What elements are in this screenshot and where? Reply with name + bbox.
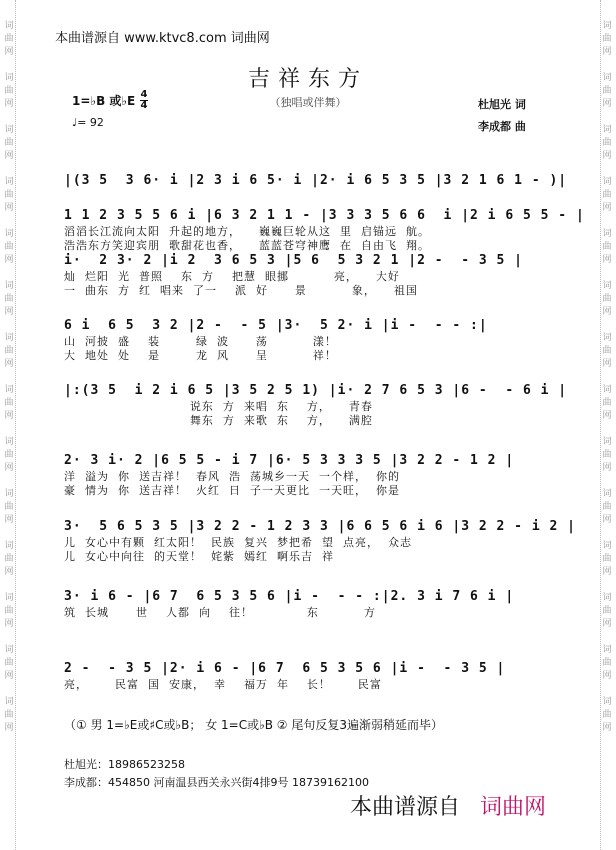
tempo-marking: ♩= 92: [72, 116, 104, 129]
lyric-line: 亮， 民富 国 安康， 幸 福万 年 长！ 民富: [64, 678, 382, 691]
right-watermark-column: 词 曲 网 词 曲 网 词 曲 网 词 曲 网 词 曲 网 词 曲 网 词 曲 网 词 曲 网 词 曲 网 词 曲 网 词 曲 网 词 曲 网 词 曲 网 词 曲 网: [602, 21, 612, 733]
lyric-line: 豪 情为 你 送吉祥！ 火红 日 子一天更比 一天旺， 你是: [64, 484, 400, 497]
score-system: [64, 207, 585, 253]
notation-line: 6 i 6 5 3 2 |2 - - 5 |3· 5 2· i |i - - - :|: [64, 318, 488, 333]
lyric-line: 一 曲东 方 红 唱来 了一 派 好 景 象， 祖国: [64, 284, 418, 297]
composer-contact: 李成都：454850 河南温县西关永兴街4排9号 18739162100: [64, 776, 369, 789]
key-signature: 1=♭B 或♭E: [72, 94, 136, 108]
footnote: （① 男 1=♭E或♯C或♭B； 女 1=C或♭B ② 尾句反复3遍渐弱稍延而毕）: [64, 718, 444, 732]
lyric-line: 说东 方 来唱 东 方， 青春: [64, 400, 373, 413]
brand-text: 本曲谱源自: [350, 795, 461, 820]
brand-site-name: 词曲网: [480, 795, 547, 820]
notation-line: |:(3 5 i 2 i 6 5 |3 5 2 5 1) |i· 2 7 6 5 3 |6 - - 6 i |: [64, 383, 568, 398]
brand-footer: [350, 790, 546, 821]
left-watermark-column: 词 曲 网 词 曲 网 词 曲 网 词 曲 网 词 曲 网 词 曲 网 词 曲 网 词 曲 网 词 曲 网 词 曲 网 词 曲 网 词 曲 网 词 曲 网 词 曲 网: [4, 21, 14, 733]
lyric-line: 滔滔长江流向太阳 升起的地方， 巍巍巨轮从这 里 启锚远 航。: [64, 225, 430, 238]
song-subtitle: （独唱或伴舞）: [269, 96, 347, 109]
score-system: [64, 518, 576, 564]
score-system: [64, 172, 568, 190]
lyric-line: 灿 烂阳 光 普照 东 方 把慧 眼挪 亮， 大好: [64, 270, 400, 283]
lyric-line: 舞东 方 来歌 东 方， 满腔: [64, 414, 373, 427]
lyric-line: 浩浩东方笑迎宾朋 歌甜花也香， 蓝蓝苍穹神鹰 在 自由飞 翔。: [64, 239, 430, 252]
lyric-line: 筑 长城 世 人都 向 往！ 东 方: [64, 606, 376, 619]
time-signature: [140, 90, 148, 111]
lyric-line: 大 地处 处 是 龙 风 呈 祥！: [64, 349, 337, 362]
lyricist-contact: 杜旭光：18986523258: [64, 758, 185, 771]
score-system: [64, 317, 554, 363]
score-system: [64, 588, 554, 620]
notation-line: |(3 5 3 6· i |2 3 i 6 5· i |2· i 6 5 3 5 |3 2 1 6 1 - )|: [64, 173, 568, 188]
lyric-line: 洋 溢为 你 送吉祥！ 春风 浩 荡城乡一天 一个样， 你的: [64, 470, 400, 483]
score-system: [64, 660, 554, 692]
composer-credit: 李成都 曲: [478, 120, 526, 133]
score-system: [64, 382, 568, 428]
score-system: [64, 452, 554, 498]
time-signature-top: 4: [140, 89, 148, 100]
lyricist-credit: 杜旭光 词: [478, 98, 526, 111]
time-signature-bottom: 4: [140, 100, 148, 111]
lyric-line: 山 河披 盛 装 绿 波 荡 漾！: [64, 335, 337, 348]
notation-line: 3· i 6 - |6 7 6 5 3 5 6 |i - - - :|2. 3 i 7 6 i |: [64, 589, 515, 604]
score-system: [64, 252, 554, 298]
notation-line: 2 - - 3 5 |2· i 6 - |6 7 6 5 3 5 6 |i - - 3 5 |: [64, 661, 506, 676]
source-header: 本曲谱源自 www.ktvc8.com 词曲网: [55, 31, 270, 46]
lyric-line: 儿 女心中有颗 红太阳！ 民族 复兴 梦把希 望 点亮， 众志: [64, 536, 412, 549]
song-title: 吉祥东方: [247, 67, 368, 92]
notation-line: 2· 3 i· 2 |6 5 5 - i 7 |6· 5 3 3 3 5 |3 2 2 - 1 2 |: [64, 453, 515, 468]
notation-line: 1 1 2 3 5 5 6 i |6 3 2 1 1 - |3 3 3 5 6 6 i |2 i 6 5 5 - |: [64, 208, 585, 223]
lyric-line: 儿 女心中向往 的天堂！ 姹紫 嫣红 啊乐吉 祥: [64, 550, 334, 563]
notation-line: 3· 5 6 5 3 5 |3 2 2 - 1 2 3 3 |6 6 5 6 i 6 |3 2 2 - i 2 |: [64, 519, 576, 534]
notation-line: i· 2 3· 2 |i 2 3 6 5 3 |5 6 5 3 2 1 |2 - - 3 5 |: [64, 253, 523, 268]
